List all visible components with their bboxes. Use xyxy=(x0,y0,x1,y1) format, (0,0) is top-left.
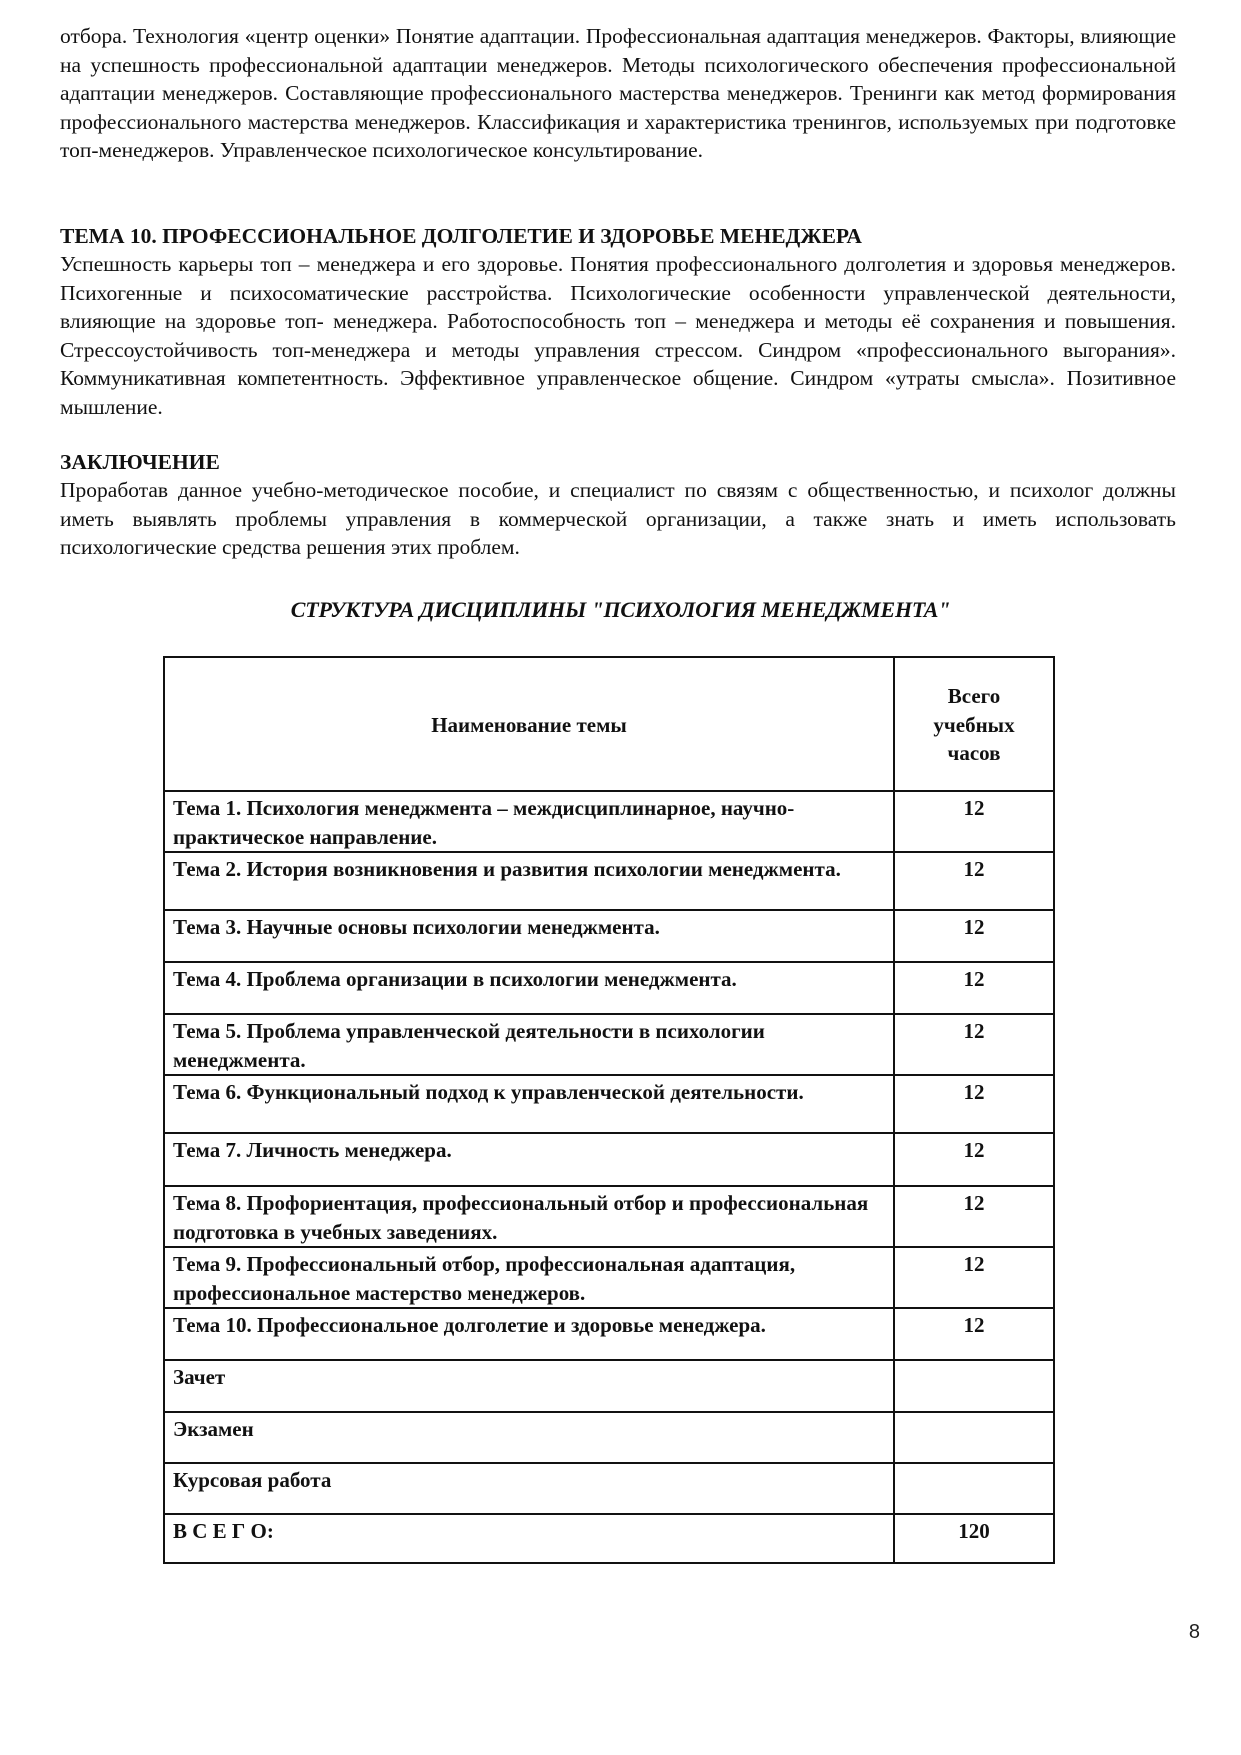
topic-cell: Тема 6. Функциональный подход к управленческой деятельности. xyxy=(164,1075,894,1133)
conclusion-body: Проработав данное учебно-методическое пособие, и специалист по связям с общественностью, и психолог должны иметь выявлять проблемы управления в коммерческой организации, а также знать и иметь использовать психологические средства решения этих проблем. xyxy=(60,478,1176,559)
topic-cell: Тема 3. Научные основы психологии менеджмента. xyxy=(164,910,894,962)
table-row xyxy=(164,1247,1054,1308)
topic-cell: Тема 5. Проблема управленческой деятельности в психологии менеджмента. xyxy=(164,1014,894,1075)
hours-cell: 12 xyxy=(894,1308,1054,1360)
hours-cell: 12 xyxy=(894,1133,1054,1186)
hours-cell: 12 xyxy=(894,1014,1054,1075)
column-header-topic: Наименование темы xyxy=(164,657,894,791)
hours-header-line: Всего xyxy=(947,684,1001,709)
table-caption: СТРУКТУРА ДИСЦИПЛИНЫ "ПСИХОЛОГИЯ МЕНЕДЖМЕНТА" xyxy=(290,597,951,622)
hours-cell xyxy=(894,1412,1054,1463)
hours-cell: 12 xyxy=(894,1247,1054,1308)
table-row xyxy=(164,1308,1054,1360)
hours-cell: 12 xyxy=(894,1186,1054,1247)
discipline-structure-table xyxy=(163,656,1055,1564)
table-row xyxy=(164,1186,1054,1247)
table-row-credit xyxy=(164,1360,1054,1412)
intro-paragraph: отбора. Технология «центр оценки» Понятие адаптации. Профессиональная адаптация менеджеров. Факторы, влияющие на успешность профессиональной адаптации менеджеров. Методы психологического обеспечения профессиональной адаптации менеджеров. Составляющие профессионального мастерства менеджеров. Тренинги как метод формирования профессионального мастерства менеджеров. Классификация и характеристика тренингов, используемых при подготовке топ-менеджеров. Управленческое психологическое консультирование. xyxy=(60,24,1176,162)
hours-header-line: учебных xyxy=(933,712,1015,737)
topic-cell: Зачет xyxy=(164,1360,894,1412)
topic-cell: Тема 7. Личность менеджера. xyxy=(164,1133,894,1186)
table-row xyxy=(164,1133,1054,1186)
hours-cell xyxy=(894,1360,1054,1412)
hours-cell xyxy=(894,1463,1054,1514)
topic10-heading: ТЕМА 10. ПРОФЕССИОНАЛЬНОЕ ДОЛГОЛЕТИЕ И ЗДОРОВЬЕ МЕНЕДЖЕРА xyxy=(60,224,862,248)
topic10-section xyxy=(60,222,1176,421)
topic10-body: Успешность карьеры топ – менеджера и его здоровье. Понятия профессионального долголетия и здоровья менеджеров. Психогенные и психосоматические расстройства. Психологические особенности управленческой деятельности, влияющие на здоровье топ- менеджера. Работоспособность топ – менеджера и методы её сохранения и повышения. Стрессоустойчивость топ-менеджера и методы управления стрессом. Синдром «профессионального выгорания». Коммуникативная компетентность. Эффективное управленческое общение. Синдром «утраты смысла». Позитивное мышление. xyxy=(60,252,1176,419)
conclusion-section xyxy=(60,448,1176,562)
table-row xyxy=(164,791,1054,852)
column-header-hours xyxy=(894,657,1054,791)
total-hours-cell: 120 xyxy=(894,1514,1054,1563)
topic-cell: Экзамен xyxy=(164,1412,894,1463)
hours-cell: 12 xyxy=(894,791,1054,852)
table-header-row xyxy=(164,657,1054,791)
table-row xyxy=(164,852,1054,910)
intro-section xyxy=(60,22,1176,165)
table-row-coursework xyxy=(164,1463,1054,1514)
topic-cell: Курсовая работа xyxy=(164,1463,894,1514)
hours-cell: 12 xyxy=(894,910,1054,962)
hours-cell: 12 xyxy=(894,1075,1054,1133)
conclusion-heading: ЗАКЛЮЧЕНИЕ xyxy=(60,450,220,474)
topic-cell: Тема 10. Профессиональное долголетие и здоровье менеджера. xyxy=(164,1308,894,1360)
table-row-total xyxy=(164,1514,1054,1563)
total-label-cell: В С Е Г О: xyxy=(164,1514,894,1563)
table-row xyxy=(164,962,1054,1014)
topic-cell: Тема 1. Психология менеджмента – междисциплинарное, научно-практическое направление. xyxy=(164,791,894,852)
topic-cell: Тема 2. История возникновения и развития психологии менеджмента. xyxy=(164,852,894,910)
hours-cell: 12 xyxy=(894,962,1054,1014)
topic-cell: Тема 4. Проблема организации в психологии менеджмента. xyxy=(164,962,894,1014)
page-number: 8 xyxy=(1188,1621,1200,1643)
table-row-exam xyxy=(164,1412,1054,1463)
topic-cell: Тема 8. Профориентация, профессиональный отбор и профессиональная подготовка в учебных заведениях. xyxy=(164,1186,894,1247)
table-row xyxy=(164,910,1054,962)
table-row xyxy=(164,1014,1054,1075)
hours-cell: 12 xyxy=(894,852,1054,910)
hours-header-line: часов xyxy=(947,741,1001,766)
table-row xyxy=(164,1075,1054,1133)
topic-cell: Тема 9. Профессиональный отбор, профессиональная адаптация, профессиональное мастерство менеджеров. xyxy=(164,1247,894,1308)
